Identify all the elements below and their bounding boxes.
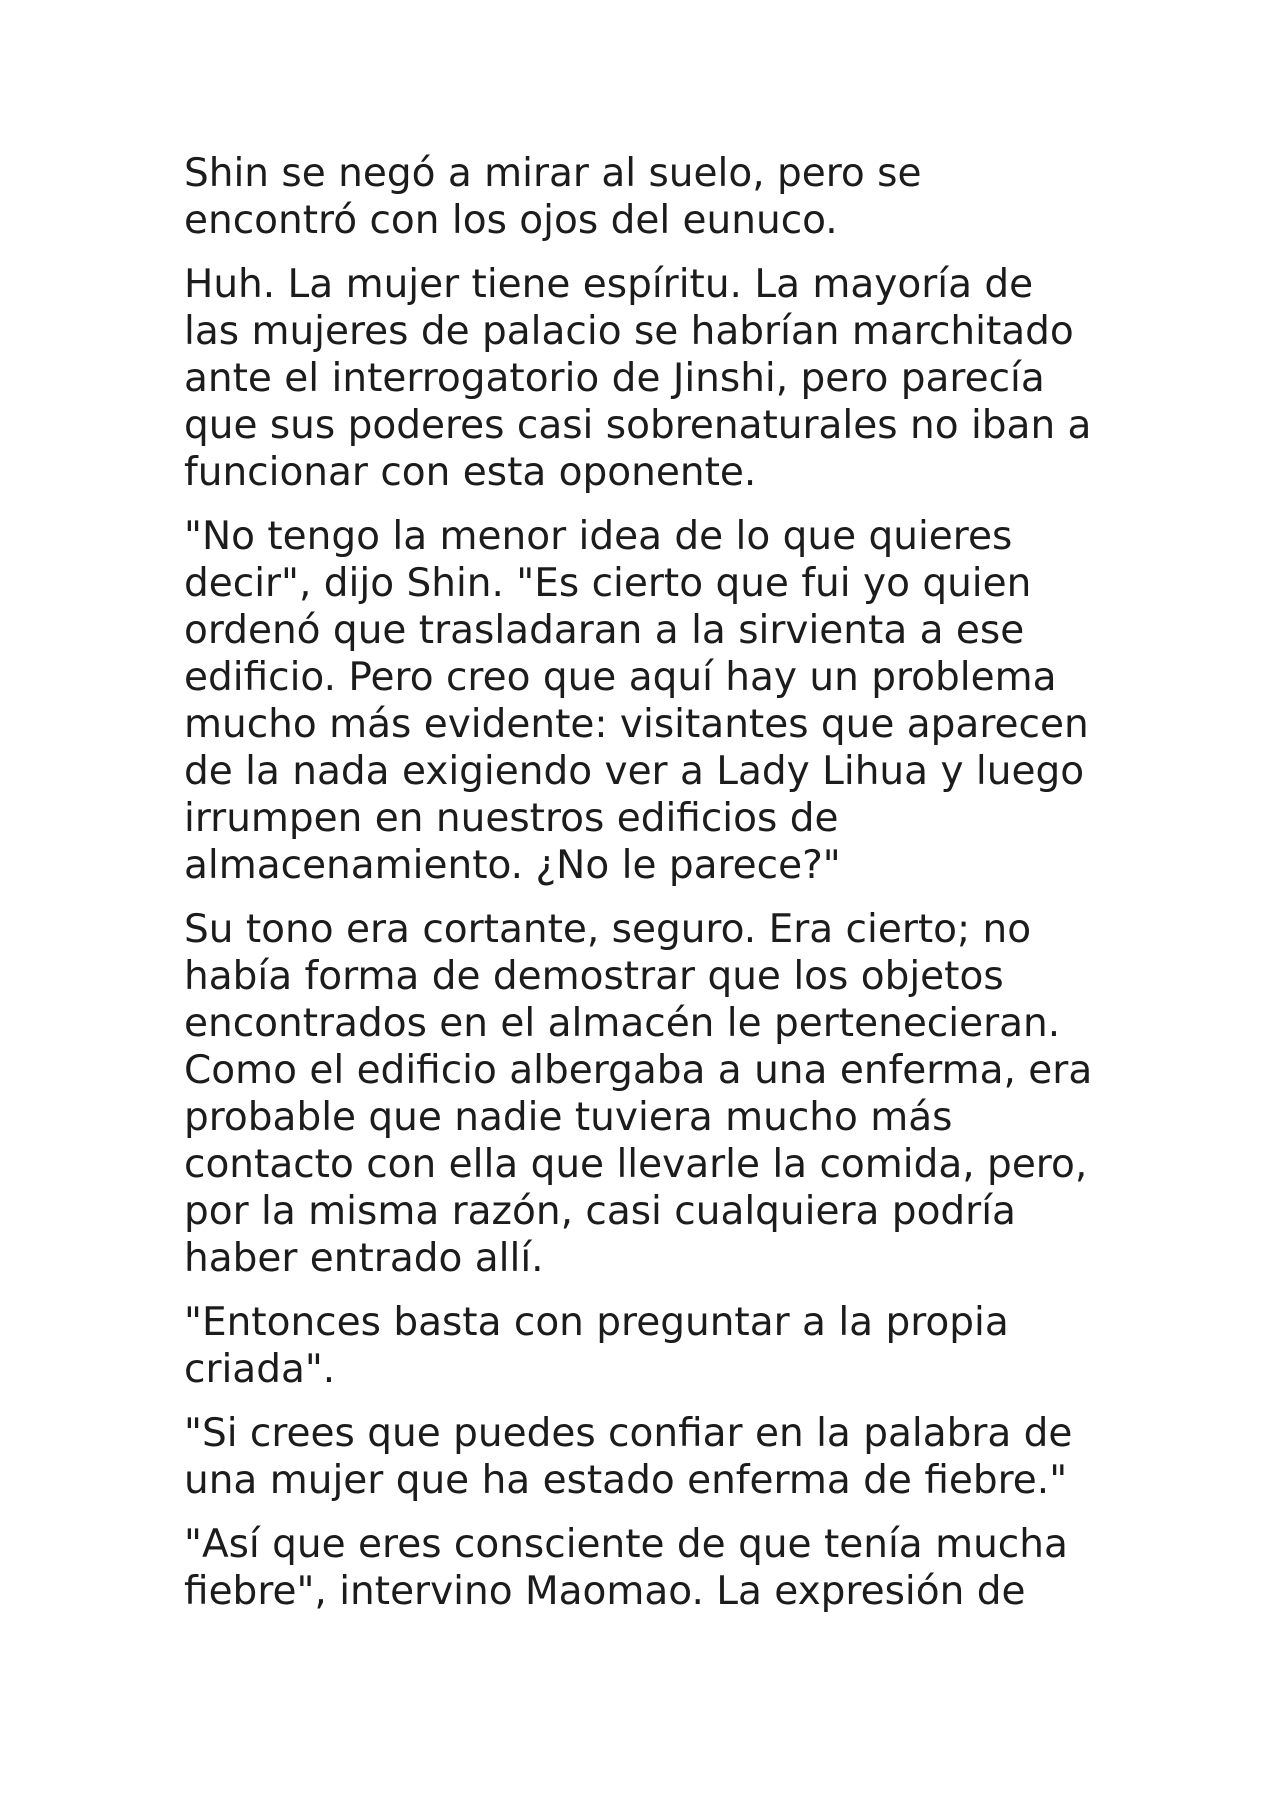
text-line: edificio. Pero creo que aquí hay un problema: [184, 655, 1057, 700]
body-text: [184, 150, 1114, 1632]
text-line: ante el interrogatorio de Jinshi, pero parecía: [184, 356, 1045, 401]
text-line: funcionar con esta oponente.: [184, 450, 757, 495]
text-line: almacenamiento. ¿No le parece?": [184, 843, 841, 888]
text-line: que sus poderes casi sobrenaturales no iban a: [184, 403, 1092, 448]
text-line: contacto con ella que llevarle la comida, pero,: [184, 1142, 1088, 1187]
text-line: "Entonces basta con preguntar a la propia: [184, 1300, 1009, 1345]
text-line: ordenó que trasladaran a la sirvienta a ese: [184, 608, 1025, 653]
text-line: Como el edificio albergaba a una enferma, era: [184, 1048, 1093, 1093]
text-line: haber entrado allí.: [184, 1236, 544, 1281]
text-line: había forma de demostrar que los objetos: [184, 954, 1004, 999]
text-line: por la misma razón, casi cualquiera podría: [184, 1189, 1016, 1234]
text-line: "No tengo la menor idea de lo que quieres: [184, 514, 1013, 559]
text-line: "Si crees que puedes confiar en la palabra de: [184, 1411, 1073, 1456]
text-line: "Así que eres consciente de que tenía mucha: [184, 1522, 1068, 1567]
text-line: una mujer que ha estado enferma de fiebre.": [184, 1458, 1068, 1503]
paragraph: [184, 1521, 1114, 1615]
text-line: Su tono era cortante, seguro. Era cierto; no: [184, 907, 1032, 952]
text-line: encontró con los ojos del eunuco.: [184, 198, 838, 243]
text-line: decir", dijo Shin. "Es cierto que fui yo quien: [184, 561, 1032, 606]
text-line: fiebre", intervino Maomao. La expresión de: [184, 1569, 1026, 1614]
paragraph: [184, 906, 1114, 1282]
paragraph: [184, 1299, 1114, 1393]
paragraph: [184, 150, 1114, 244]
text-line: probable que nadie tuviera mucho más: [184, 1095, 953, 1140]
text-line: las mujeres de palacio se habrían marchitado: [184, 309, 1074, 354]
text-line: irrumpen en nuestros edificios de: [184, 796, 839, 841]
paragraph: [184, 261, 1114, 496]
text-line: criada".: [184, 1347, 336, 1392]
text-line: de la nada exigiendo ver a Lady Lihua y luego: [184, 749, 1085, 794]
paragraph: [184, 1410, 1114, 1504]
text-line: Huh. La mujer tiene espíritu. La mayoría de: [184, 262, 1034, 307]
text-line: encontrados en el almacén le pertenecieran.: [184, 1001, 1061, 1046]
text-line: Shin se negó a mirar al suelo, pero se: [184, 151, 922, 196]
paragraph: [184, 513, 1114, 889]
text-line: mucho más evidente: visitantes que aparecen: [184, 702, 1089, 747]
